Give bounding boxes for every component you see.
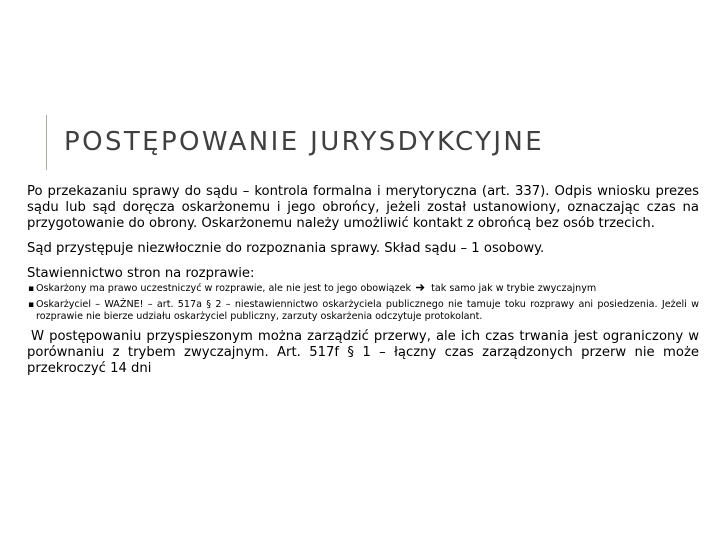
arrow-right-icon — [416, 283, 426, 294]
title-accent-bar — [46, 115, 47, 170]
paragraph-breaks: W postępowaniu przyspieszonym można zarządzić przerwy, ale ich czas trwania jest ograniczony w porównaniu z trybem zwyczajnym. Art. 517f § 1 – łączny czas zarządzonych przerw nie może przekroczyć 14 dni — [27, 329, 699, 376]
paragraph-transfer-to-court: Po przekazaniu sprawy do sądu – kontrola formalna i merytoryczna (art. 337). Odpis wniosku prezes sądu lub sąd doręcza oskarżonemu i jego obrońcy, jeżeli został ustanowiony, oznaczając czas na przygotowanie do obrony. Oskarżonemu należy umożliwić kontakt z obrońcą bez osób trzecich. — [27, 184, 699, 231]
bullet-marker: ▪ — [28, 284, 35, 294]
attendance-bullet-list — [27, 283, 699, 323]
slide-title: POSTĘPOWANIE JURYSDYKCYJNE — [64, 127, 545, 157]
bullet-marker: ▪ — [28, 300, 35, 310]
bullet-item-defendant — [27, 283, 699, 295]
slide-content — [27, 184, 699, 377]
bullet-item-prosecutor — [27, 299, 699, 323]
attendance-heading: Stawiennictwo stron na rozprawie: — [27, 266, 255, 281]
paragraph-court-composition: Sąd przystępuje niezwłocznie do rozpoznania sprawy. Skład sądu – 1 osobowy. — [27, 241, 545, 256]
bullet-defendant-comparison: tak samo jak w trybie zwyczajnym — [431, 283, 597, 294]
bullet-defendant-text: Oskarżony ma prawo uczestniczyć w rozprawie, ale nie jest to jego obowiązek — [36, 283, 412, 294]
bullet-prosecutor-text: Oskarżyciel – WAŻNE! – art. 517a § 2 – niestawiennictwo oskarżyciela publicznego nie tamuje toku rozprawy ani posiedzenia. Jeżeli w rozprawie nie bierze udziału oskarżyciel publiczny, zarzuty oskarżenia odczytuje protokolant. — [36, 299, 699, 322]
